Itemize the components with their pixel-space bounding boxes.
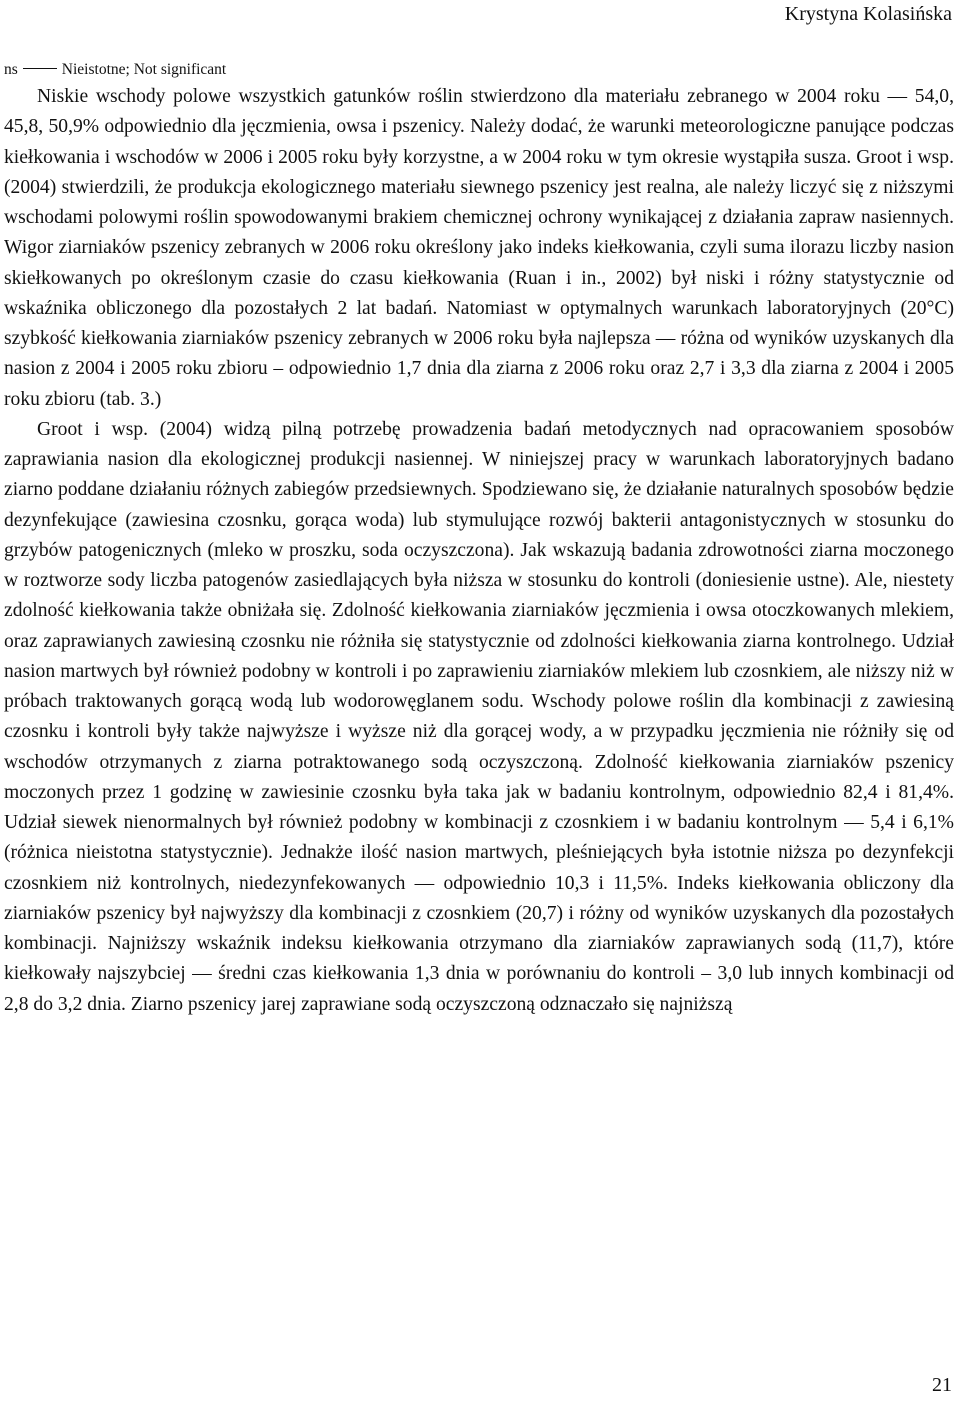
paragraph: Groot i wsp. (2004) widzą pilną potrzebę prowadzenia badań metodycznych nad opracowaniem sposobów zaprawiania nasion dla ekologicznej produkcji nasiennej. W niniejszej pracy w warunkach laboratoryjnych badano ziarno poddane działaniu różnych zabiegów przedsiewnych. Spodziewano się, że działanie naturalnych sposobów będzie dezynfekujące (zawiesina czosnku, gorąca woda) lub stymulujące rozwój bakterii antagonistycznych w stosunku do grzybów patogenicznych (mleko w proszku, soda oczyszczona). Jak wskazują badania zdrowotności ziarna moczonego w roztworze sody liczba patogenów zasiedlających była niższa w stosunku do kontroli (doniesienie ustne). Ale, niestety zdolność kiełkowania także obniżała się. Zdolność kiełkowania ziarniaków jęczmienia i owsa otoczkowanych mlekiem, oraz zaprawianych zawiesiną czosnku nie różniła się statystycznie od zdolności kiełkowania ziarna kontrolnego. Udział nasion martwych był również podobny w kontroli i po zaprawieniu ziarniaków mlekiem lub czosnkiem, ale niższy niż w próbach traktowanych gorącą wodą lub wodorowęglanem sodu. Wschody polowe roślin dla kombinacji z zawiesiną czosnku i kontroli były także najwyższe i wyższe niż dla gorącej wody, a w przypadku jęczmienia nie różniły się od wschodów otrzymanych z ziarna potraktowanego sodą oczyszczoną. Zdolność kiełkowania ziarniaków pszenicy moczonych przez 1 godzinę w zawiesinie czosnku była taka jak w badaniu kontrolnym, odpowiednio 82,4 i 81,4%. Udział siewek nienormalnych był również podobny w kombinacji z czosnkiem i w badaniu kontrolnym — 5,4 i 6,1% (różnica nieistotna statystycznie). Jednakże ilość nasion martwych, pleśniejących była istotnie niższa po dezynfekcji czosnkiem niż kontrolnych, niedezynfekowanych — odpowiednio 10,3 i 11,5%. Indeks kiełkowania obliczony dla ziarniaków pszenicy był najwyższy dla kombinacji z czosnkiem (20,7) i różny od wyników uzyskanych dla pozostałych kombinacji. Najniższy wskaźnik indeksu kiełkowania otrzymano dla ziarniaków zaprawianych sodą (11,7), które kiełkowały najszybciej — średni czas kiełkowania 1,3 dnia w porównaniu do kontroli – 3,0 lub innych kombinacji od 2,8 do 3,2 dnia. Ziarno pszenicy jarej zaprawiane sodą oczyszczoną odznaczało się najniższą	[4, 418, 954, 1015]
footnote-abbreviation: ns	[4, 61, 18, 78]
running-header-author: Krystyna Kolasińska	[784, 3, 952, 25]
body-text	[4, 82, 954, 1020]
footnote-text: Nieistotne; Not significant	[61, 61, 227, 78]
footnote-dash	[23, 68, 57, 69]
paragraph: Niskie wschody polowe wszystkich gatunków roślin stwierdzono dla materiału zebranego w 2004 roku — 54,0, 45,8, 50,9% odpowiednio dla jęczmienia, owsa i pszenicy. Należy dodać, że warunki meteorologiczne panujące podczas kiełkowania i wschodów w 2006 i 2005 roku były korzystne, a w 2004 roku w tym okresie wystąpiła susza. Groot i wsp. (2004) stwierdzili, że produkcja ekologicznego materiału siewnego pszenicy jest realna, ale należy liczyć się z niższymi wschodami polowymi roślin spowodowanymi brakiem chemicznej ochrony wynikającej z działania zapraw nasiennych. Wigor ziarniaków pszenicy zebranych w 2006 roku określony jako indeks kiełkowania, czyli suma ilorazu liczby nasion skiełkowanych po określonym czasie do czasu kiełkowania (Ruan i in., 2002) był niski i różny statystycznie od wskaźnika obliczonego dla pozostałych 2 lat badań. Natomiast w optymalnych warunkach laboratoryjnych (20°C) szybkość kiełkowania ziarniaków pszenicy zebranych w 2006 roku była najlepsza — różna od wyników uzyskanych dla nasion z 2004 i 2005 roku zbioru – odpowiednio 1,7 dnia dla ziarna z 2006 roku oraz 2,7 i 3,3 dla ziarna z 2004 i 2005 roku zbioru (tab. 3.)	[4, 86, 954, 410]
page-number: 21	[932, 1374, 952, 1396]
footnote	[4, 60, 954, 80]
